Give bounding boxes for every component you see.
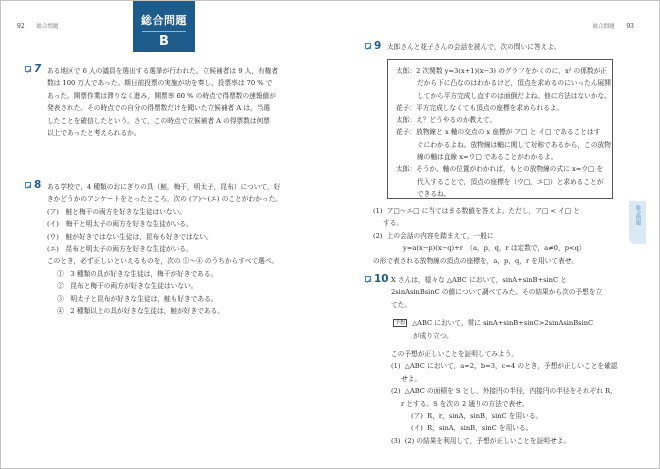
text-line: てた。 [391, 300, 412, 309]
left-running-header [17, 22, 58, 30]
problem-8-text [47, 181, 282, 317]
subquestion-3 [391, 435, 617, 447]
dialog-text: 線の軸は直線 x=ウ□ であることがわかるよ。 [417, 153, 558, 162]
conjecture-badge: 予想 [395, 320, 406, 327]
sub-text: する。 [383, 219, 404, 228]
dialog-line [396, 65, 612, 77]
sub-text: (2) の結果を利用して，予想が正しいことを証明せよ。 [404, 436, 571, 445]
fact-item: (ウ) 鮭が好きではない生徒は，昆布も好きではない。 [47, 232, 213, 241]
dialog-text: 2 次関数 y=3(x+1)(x−3) のグラフをかくのに，x² の係数が正 [416, 67, 607, 75]
dialog-text: だから下に凸なのはわかるけど，頂点を求めるのにいったん展開 [417, 79, 611, 88]
conjecture-line [391, 317, 617, 329]
checkbox-icon[interactable] [365, 43, 371, 49]
subquestion-2 [373, 230, 633, 242]
problem-10-text [391, 274, 617, 447]
speaker-label: 太郎： [396, 67, 417, 75]
choice-item: ④ 2 種類以上の具が好きな生徒は，鮭が好きである。 [57, 307, 224, 316]
text-line: したことを確信したという。さて，この時点で立候補者 A の得票数は何票 [47, 116, 270, 125]
sub-label: (3) [391, 436, 401, 445]
right-page-number: 93 [626, 23, 634, 30]
problem-number: 8 [34, 179, 42, 191]
sub-text: r とする。S を次の 2 通りの方法で表せ。 [401, 399, 529, 408]
left-running-title: 総合問題 [36, 24, 59, 30]
formula-line: y=a(x−p)(x−q)+r （a，p，q，r は定数で，a≠0，p<q） [403, 244, 586, 253]
fact-item: (ア) 鮭と梅干の両方を好きな生徒はいない。 [47, 207, 186, 216]
text-line: 太郎さんと花子さんの会話を読んで，次の問いに答えよ。 [387, 43, 561, 51]
sub-label: (イ) [411, 424, 423, 433]
problem-number: 10 [374, 273, 389, 285]
conjecture-text: が成り立つ。 [413, 331, 453, 340]
problem-number: 7 [34, 63, 42, 75]
sub-text: の形で表される放物線の頂点の座標を，a，p，q，r を用いて表せ。 [373, 256, 578, 265]
text-line: X さんは，様々な △ABC において，sinA+sinB+sinC と [391, 276, 567, 284]
checkbox-icon[interactable] [365, 276, 371, 282]
dialog-line [396, 126, 612, 138]
chapter-side-tab[interactable] [629, 201, 646, 244]
band-divider [142, 31, 186, 32]
subquestion-2a [391, 410, 617, 422]
speaker-label: 花子： [396, 103, 417, 112]
sub-text: ア□～エ□ に当てはまる数値を答えよ。ただし，ア□ < イ□ と [386, 207, 580, 215]
problem-7-text [47, 65, 278, 139]
fact-item: (イ) 梅干と明太子の両方を好きな生徒がいる。 [47, 220, 193, 229]
sub-text: △ABC において，a=2，b=3，c=4 のとき，予想が正しいことを確認 [404, 362, 618, 371]
fact-item: (エ) 昆布と明太子の両方を好きな生徒がいる。 [47, 245, 193, 254]
sub-label: (2) [391, 387, 401, 396]
sub-label: (2) [373, 231, 383, 240]
problem-8-head [25, 179, 41, 191]
subquestion-1 [391, 360, 617, 372]
speaker-label: 花子： [396, 128, 417, 137]
band-level: B [159, 34, 169, 49]
sub-text: 上の会話の内容を踏まえて，一般に [386, 231, 494, 240]
conjecture-text: △ABC において，常に sinA+sinB+sinC>2sinAsinBsinC [412, 319, 594, 328]
text-line: 数は 100 万人であった。期日前投票の実施が功を奏し，投票率は 70 % で [47, 79, 273, 88]
right-running-header [593, 22, 634, 30]
question-text: このとき，必ず正しいといえるものを，次の ①～④ のうちからすべて選べ。 [47, 257, 279, 266]
problem-10-head [365, 273, 389, 285]
subquestion-2b [391, 422, 617, 434]
text-line: あった。開票作業は滞りなく進み，開票率 60 % の時点で得票数の速報値が [47, 91, 276, 100]
subquestion-1 [373, 205, 633, 217]
problem-9-head [365, 40, 381, 52]
speaker-label: 太郎： [396, 165, 417, 174]
lead-text: この予想が正しいことを証明してみよう。 [391, 350, 519, 359]
side-tab-label: 総合問題 [635, 205, 641, 225]
problem-9-intro [387, 41, 561, 53]
left-page-number: 92 [17, 23, 25, 30]
text-line: ある学校で，4 種類のおにぎりの具（鮭，梅干，明太子，昆布）について，好 [47, 183, 281, 191]
checkbox-icon[interactable] [25, 182, 31, 188]
dialog-line [396, 114, 612, 126]
left-page [1, 1, 331, 468]
text-line: 以上であったと考えられるか。 [47, 129, 141, 138]
sub-text: R，sinA，sinB，sinC を用いる。 [427, 424, 533, 433]
dialog-text: ぐにわかるよね。放物線は軸に関して対称であるから，この放物 [417, 140, 611, 149]
dialog-text: そうか。軸の位置がわかれば，もとの放物線の式に x=ウ□ を [416, 165, 604, 174]
choice-item: ② 昆布と梅干の両方が好きな生徒はいない。 [57, 282, 198, 291]
problem-number: 9 [374, 40, 382, 52]
speaker-label: 太郎： [396, 116, 417, 125]
text-line: きかどうかのアンケートをとったところ，次の (ア)～(エ) のことがわかった。 [47, 195, 282, 204]
sub-text: △ABC の面積を S とし，外接円の半径，内接円の半径をそれぞれ R， [404, 387, 617, 396]
band-title: 総合問題 [141, 14, 187, 27]
text-line: ある地区で 6 人の議員を選出する選挙が行われた。立候補者は 9 人，有権者 [47, 67, 279, 75]
sub-text: R，r，sinA，sinB，sinC を用いる。 [427, 412, 543, 421]
dialog-text: 放物線と x 軸の交点の x 座標が ア□ と イ□ であることはす [416, 128, 601, 137]
sub-text: せよ。 [401, 374, 422, 383]
text-line: 発表された。その時点での自分の得票数だけを聞いた立候補者 A は，当選 [47, 104, 271, 113]
dialog-text: 代入することで，頂点の座標を（ウ□，エ□）と求めることが [417, 177, 604, 186]
dialog-line [396, 163, 612, 175]
dialog-text: してから平方完成し直すのは面倒だよね。他に方法はないかな。 [417, 91, 611, 100]
problem-9-subquestions [373, 205, 633, 267]
subquestion-2 [391, 385, 617, 397]
sub-label: (1) [391, 362, 401, 371]
text-line: 2sinAsinBsinC の値について調べてみた。その結果から次の予想を立 [391, 288, 603, 297]
choice-item: ① 3 種類の具が好きな生徒は，梅干が好きである。 [57, 269, 218, 278]
choice-item: ③ 明太子と昆布が好きな生徒は，鮭も好きである。 [57, 294, 218, 303]
checkbox-icon[interactable] [25, 66, 31, 72]
dialog-text: 平方完成しなくても頂点の座標を求められるよ。 [416, 103, 564, 112]
dialog-line [396, 102, 612, 114]
right-running-title: 総合問題 [592, 24, 615, 30]
dialog-text: できるね。 [417, 189, 451, 198]
sub-label: (1) [373, 207, 383, 215]
sub-label: (ア) [411, 412, 423, 421]
section-band [133, 1, 195, 52]
problem-7-head [25, 63, 41, 75]
dialog-text: え？どうやるのか教えて。 [416, 116, 497, 125]
conversation-box [387, 59, 613, 199]
